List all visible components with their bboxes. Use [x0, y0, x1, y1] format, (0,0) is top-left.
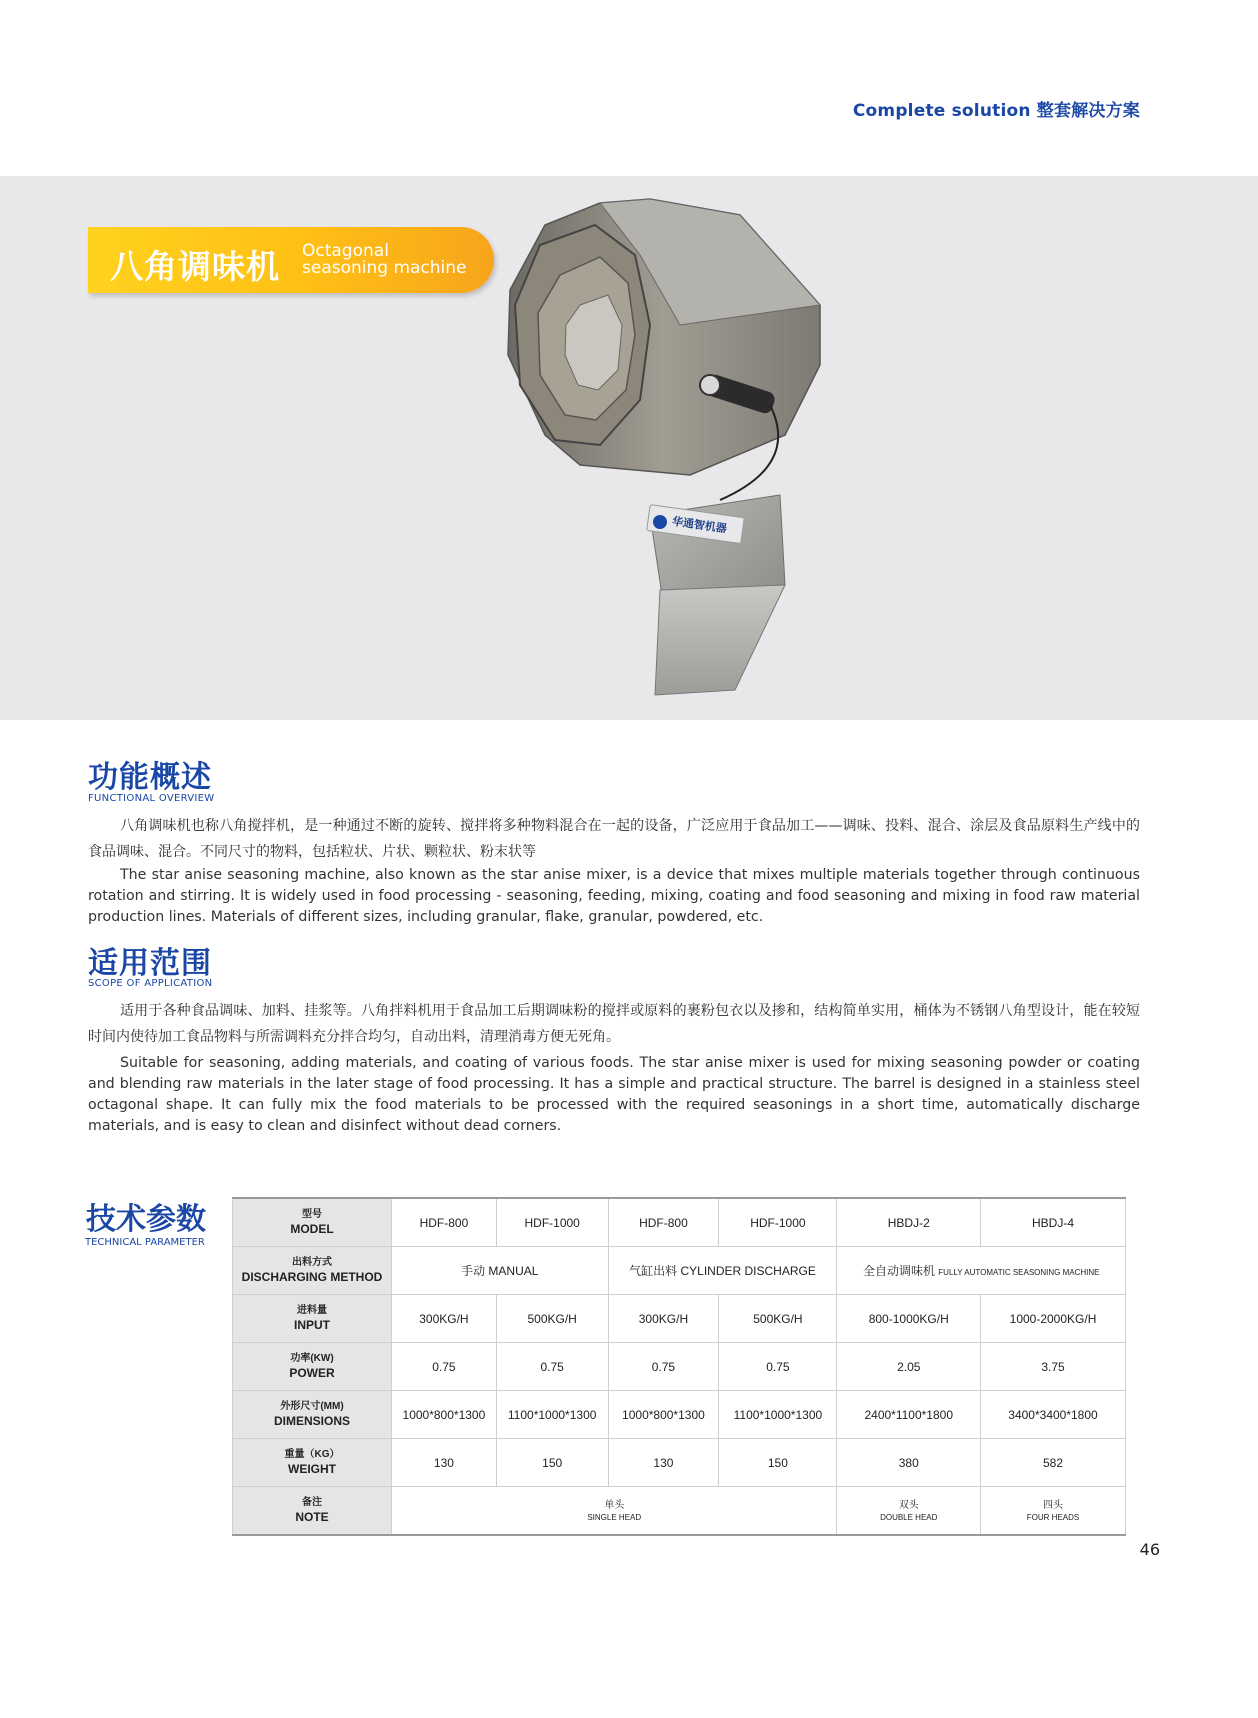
row-label-dimensions: 外形尺寸(MM) DIMENSIONS — [233, 1391, 392, 1439]
table-cell: 1100*1000*1300 — [719, 1391, 837, 1439]
overview-title: 功能概述 — [88, 760, 212, 795]
table-cell: 130 — [392, 1439, 497, 1487]
product-name-en-line2: seasoning machine — [302, 258, 467, 278]
table-cell: 1000*800*1300 — [608, 1391, 719, 1439]
table-cell: 500KG/H — [496, 1295, 608, 1343]
spec-table — [232, 1197, 1126, 1536]
table-cell: 单头 SINGLE HEAD — [392, 1487, 837, 1536]
table-cell: 0.75 — [496, 1343, 608, 1391]
table-cell: 气缸出料 CYLINDER DISCHARGE — [608, 1247, 837, 1295]
table-cell: 手动 MANUAL — [392, 1247, 609, 1295]
table-row — [233, 1487, 1126, 1536]
table-cell: HDF-800 — [392, 1198, 497, 1247]
table-cell: 500KG/H — [719, 1295, 837, 1343]
table-cell: 380 — [837, 1439, 981, 1487]
page-number: 46 — [1139, 1540, 1160, 1559]
catalog-section-title: Complete solution 整套解决方案 — [852, 101, 1140, 121]
table-cell: 3.75 — [981, 1343, 1126, 1391]
table-cell: 1100*1000*1300 — [496, 1391, 608, 1439]
params-title: 技术参数 — [86, 1202, 206, 1237]
table-cell: HDF-1000 — [719, 1198, 837, 1247]
table-cell: 2.05 — [837, 1343, 981, 1391]
table-cell: 582 — [981, 1439, 1126, 1487]
table-row — [233, 1198, 1126, 1247]
table-cell: 1000-2000KG/H — [981, 1295, 1126, 1343]
params-subtitle: TECHNICAL PARAMETER — [85, 1237, 205, 1248]
machine-brand-label: 华通智机器 — [671, 514, 728, 536]
row-label-weight: 重量（KG） WEIGHT — [233, 1439, 392, 1487]
row-label-model: 型号 MODEL — [233, 1198, 392, 1247]
table-cell: HBDJ-2 — [837, 1198, 981, 1247]
octagonal-seasoning-machine-image — [500, 195, 860, 705]
table-cell: 300KG/H — [392, 1295, 497, 1343]
row-label-note: 备注 NOTE — [233, 1487, 392, 1536]
table-row — [233, 1247, 1126, 1295]
table-cell: 四头 FOUR HEADS — [981, 1487, 1126, 1536]
table-cell: 全自动调味机 FULLY AUTOMATIC SEASONING MACHINE — [837, 1247, 1126, 1295]
product-name-en-line1: Octagonal — [302, 241, 389, 261]
table-cell: 150 — [496, 1439, 608, 1487]
table-row — [233, 1391, 1126, 1439]
table-row — [233, 1295, 1126, 1343]
overview-subtitle: FUNCTIONAL OVERVIEW — [88, 793, 215, 804]
table-cell: 0.75 — [719, 1343, 837, 1391]
table-cell: 3400*3400*1800 — [981, 1391, 1126, 1439]
overview-text-en: The star anise seasoning machine, also known as the star anise mixer, is a device that mixes multiple materials together through continuous rotation and stirring. It is widely used in food processing - seasoning, feeding, mixing, coating and food seasoning and mixing in food raw material production lines. Materials of different sizes, including granular, flake, granular, powdered, etc. — [88, 867, 1140, 925]
table-cell: 300KG/H — [608, 1295, 719, 1343]
table-cell: 0.75 — [392, 1343, 497, 1391]
table-cell: 800-1000KG/H — [837, 1295, 981, 1343]
scope-text-zh: 适用于各种食品调味、加料、挂浆等。八角拌料机用于食品加工后期调味粉的搅拌或原料的裹粉包衣以及掺和，结构简单实用，桶体为不锈钢八角型设计，能在较短时间内使待加工食品物料与所需调料充分拌合均匀，自动出料，清理消毒方便无死角。 — [88, 1003, 1140, 1045]
product-name-zh: 八角调味机 — [110, 247, 280, 286]
table-cell: 0.75 — [608, 1343, 719, 1391]
scope-title: 适用范围 — [88, 946, 212, 981]
table-cell: 1000*800*1300 — [392, 1391, 497, 1439]
product-name-en — [302, 243, 467, 277]
overview-text-zh: 八角调味机也称八角搅拌机，是一种通过不断的旋转、搅拌将多种物料混合在一起的设备，广泛应用于食品加工——调味、投料、混合、涂层及食品原料生产线中的食品调味、混合。不同尺寸的物料，包括粒状、片状、颗粒状、粉末状等 — [88, 818, 1140, 860]
row-label-method: 出料方式 DISCHARGING METHOD — [233, 1247, 392, 1295]
row-label-power: 功率(KW) POWER — [233, 1343, 392, 1391]
scope-subtitle: SCOPE OF APPLICATION — [88, 978, 213, 989]
scope-text-en: Suitable for seasoning, adding materials, and coating of various foods. The star anise mixer is used for mixing seasoning powder or coating and blending raw materials in the later stage of food processing. It has a simple and practical structure. The barrel is designed in a stainless steel octagonal shape. It can fully mix the food materials to be processed with the required seasonings in a short time, automatically discharge materials, and is easy to clean and disinfect without dead corners. — [88, 1055, 1140, 1134]
table-cell: 双头 DOUBLE HEAD — [837, 1487, 981, 1536]
table-row — [233, 1343, 1126, 1391]
row-label-input: 进料量 INPUT — [233, 1295, 392, 1343]
table-cell: 130 — [608, 1439, 719, 1487]
table-row — [233, 1439, 1126, 1487]
table-cell: HDF-1000 — [496, 1198, 608, 1247]
table-cell: 2400*1100*1800 — [837, 1391, 981, 1439]
table-cell: HDF-800 — [608, 1198, 719, 1247]
product-name-tag — [88, 227, 494, 293]
table-cell: 150 — [719, 1439, 837, 1487]
table-cell: HBDJ-4 — [981, 1198, 1126, 1247]
